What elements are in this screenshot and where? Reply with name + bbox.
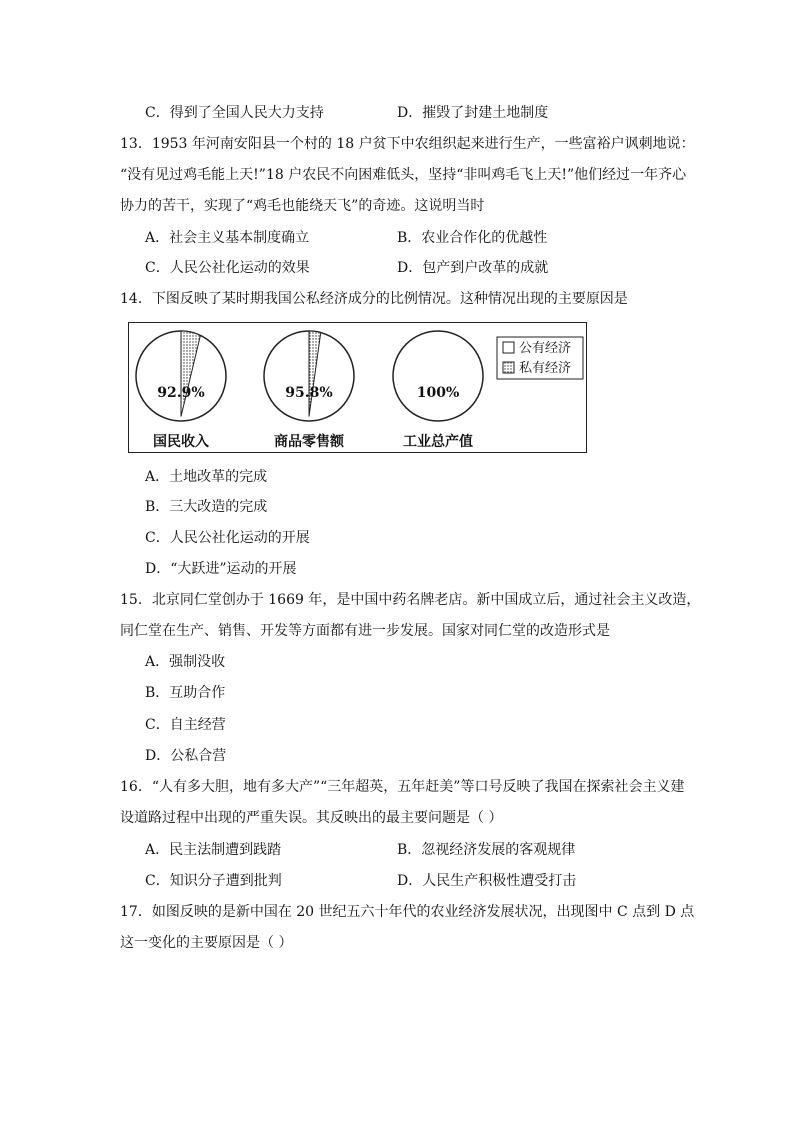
- pie-value-label: 95.8%: [285, 385, 333, 401]
- q12-option-c: C．得到了全国人民大力支持: [145, 105, 324, 121]
- q16-option-b: B．忽视经济发展的客观规律: [397, 842, 576, 858]
- pie-value-label: 100%: [416, 385, 460, 401]
- pie-caption: 国民收入: [153, 434, 209, 450]
- q17-stem-line1: 17．如图反映的是新中国在 20 世纪五六十年代的农业经济发展状况，出现图中 C 点到 D 点: [120, 904, 695, 920]
- q13-stem-line3: 协力的苦干，实现了“鸡毛也能绕天飞”的奇迹。这说明当时: [120, 198, 485, 214]
- q14-stem-line1: 14．下图反映了某时期我国公私经济成分的比例情况。这种情况出现的主要原因是: [120, 291, 628, 307]
- q12-option-d: D．摧毁了封建土地制度: [397, 105, 549, 121]
- q13-stem-line2: “没有见过鸡毛能上天!”18 户农民不向困难低头，坚持“非叫鸡毛飞上天!”他们经过一年齐心: [120, 167, 687, 183]
- pie-charts-svg: [129, 323, 588, 454]
- legend-label-private: 私有经济: [519, 361, 572, 376]
- q16-option-c: C．知识分子遭到批判: [145, 873, 282, 889]
- q16-stem-line1: 16．“人有多大胆，地有多大产”“三年超英，五年赶美”等口号反映了我国在探索社会主义建: [120, 779, 685, 795]
- pie-caption: 商品零售额: [274, 434, 344, 450]
- pie-chart-3: [393, 331, 483, 450]
- economy-pie-figure: [128, 322, 587, 453]
- pie-value-label: 92.9%: [157, 385, 205, 401]
- q14-option-a: A．土地改革的完成: [145, 469, 268, 485]
- pie-chart-2: [264, 331, 354, 450]
- pie-chart-1: [136, 331, 226, 450]
- q15-option-b: B．互助合作: [145, 685, 226, 701]
- legend-swatch-public: [503, 342, 514, 353]
- q13-option-a: A．社会主义基本制度确立: [145, 230, 310, 246]
- q14-option-c: C．人民公社化运动的开展: [145, 530, 310, 546]
- q15-option-d: D．公私合营: [145, 748, 227, 764]
- q14-option-d: D．“大跃进”运动的开展: [145, 561, 297, 577]
- pie-slice-public: [393, 331, 483, 421]
- q13-option-c: C．人民公社化运动的效果: [145, 260, 310, 276]
- q15-option-a: A．强制没收: [145, 654, 226, 670]
- q13-option-b: B．农业合作化的优越性: [397, 230, 548, 246]
- legend-label-public: 公有经济: [519, 341, 572, 356]
- legend-swatch-private: [503, 362, 514, 373]
- q13-stem-line1: 13．1953 年河南安阳县一个村的 18 户贫下中农组织起来进行生产，一些富裕户讽刺地说：: [120, 136, 695, 152]
- chart-legend: [497, 337, 583, 379]
- q15-stem-line2: 同仁堂在生产、销售、开发等方面都有进一步发展。国家对同仁堂的改造形式是: [120, 623, 610, 639]
- q16-option-d: D．人民生产积极性遭受打击: [397, 873, 577, 889]
- pie-caption: 工业总产值: [403, 434, 473, 450]
- q17-stem-line2: 这一变化的主要原因是（ ）: [120, 935, 293, 951]
- q16-stem-line2: 设道路过程中出现的严重失误。其反映出的最主要问题是（ ）: [120, 810, 503, 826]
- q16-option-a: A．民主法制遭到践踏: [145, 842, 282, 858]
- q15-option-c: C．自主经营: [145, 717, 226, 733]
- q14-option-b: B．三大改造的完成: [145, 499, 268, 515]
- q15-stem-line1: 15．北京同仁堂创办于 1669 年，是中国中药名牌老店。新中国成立后，通过社会主义改造，: [120, 592, 701, 608]
- q13-option-d: D．包产到户改革的成就: [397, 260, 549, 276]
